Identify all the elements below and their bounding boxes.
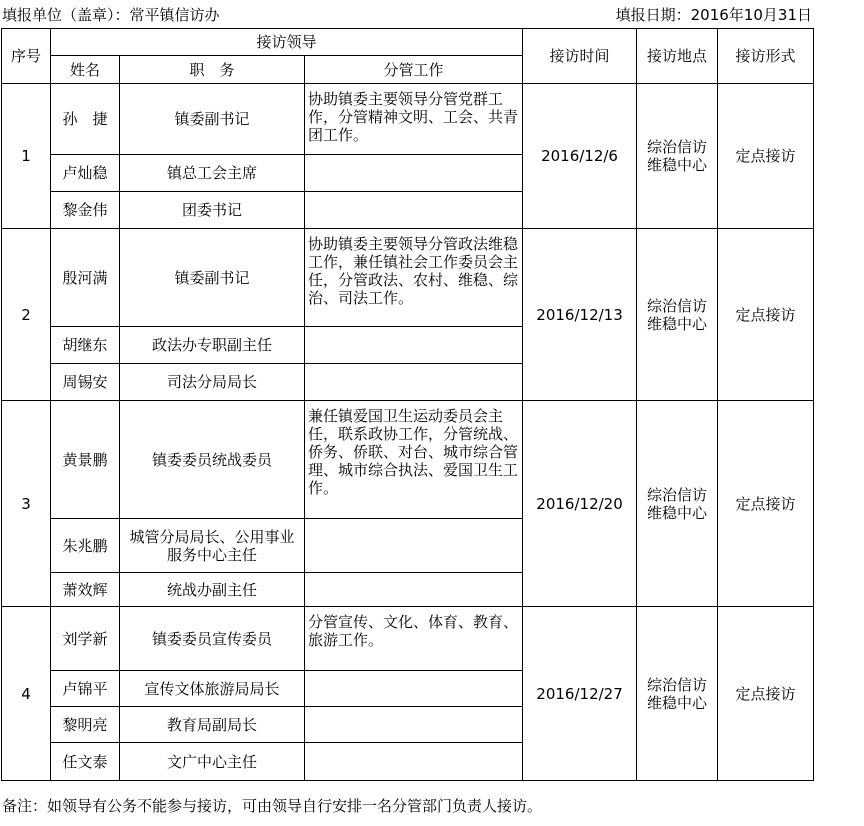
leader-position: 镇委副书记 xyxy=(120,84,305,155)
group-seq: 3 xyxy=(2,401,51,607)
leader-name: 刘学新 xyxy=(51,607,120,671)
leader-position: 宣传文体旅游局局长 xyxy=(120,671,305,707)
reception-form: 定点接访 xyxy=(718,401,814,607)
reporting-date-label: 填报日期：2016年10月31日 xyxy=(615,6,812,24)
col-header-time: 接访时间 xyxy=(523,29,637,84)
reception-time: 2016/12/13 xyxy=(523,229,637,401)
leader-work xyxy=(305,519,523,573)
reporting-unit-label: 填报单位（盖章）：常平镇信访办 xyxy=(2,6,220,24)
leader-position: 镇委副书记 xyxy=(120,229,305,327)
leader-position: 团委书记 xyxy=(120,192,305,229)
leader-name: 孙 捷 xyxy=(51,84,120,155)
leader-name: 黄景鹏 xyxy=(51,401,120,519)
reception-schedule-table xyxy=(1,28,814,781)
leader-work xyxy=(305,573,523,607)
leader-position: 镇总工会主席 xyxy=(120,155,305,192)
leader-position: 镇委委员统战委员 xyxy=(120,401,305,519)
leader-name: 黎明亮 xyxy=(51,707,120,743)
leader-position: 统战办副主任 xyxy=(120,573,305,607)
reception-form: 定点接访 xyxy=(718,229,814,401)
group-seq: 2 xyxy=(2,229,51,401)
group-seq: 4 xyxy=(2,607,51,781)
col-header-seq: 序号 xyxy=(2,29,51,84)
reception-place: 综治信访维稳中心 xyxy=(637,401,718,607)
leader-work: 分管宣传、文化、体育、教育、旅游工作。 xyxy=(305,607,523,671)
col-header-name: 姓名 xyxy=(51,56,120,84)
leader-position: 司法分局局长 xyxy=(120,364,305,401)
reception-place: 综治信访维稳中心 xyxy=(637,84,718,229)
leader-name: 萧效辉 xyxy=(51,573,120,607)
col-header-form: 接访形式 xyxy=(718,29,814,84)
leader-name: 黎金伟 xyxy=(51,192,120,229)
footer-note: 备注：如领导有公务不能参与接访，可由领导自行安排一名分管部门负责人接访。 xyxy=(2,797,543,815)
col-header-position: 职 务 xyxy=(120,56,305,84)
leader-name: 胡继东 xyxy=(51,327,120,364)
leader-work xyxy=(305,671,523,707)
leader-position: 城管分局局长、公用事业服务中心主任 xyxy=(120,519,305,573)
reception-time: 2016/12/6 xyxy=(523,84,637,229)
leader-name: 卢灿稳 xyxy=(51,155,120,192)
leader-name: 卢锦平 xyxy=(51,671,120,707)
reception-time: 2016/12/27 xyxy=(523,607,637,781)
leader-work xyxy=(305,364,523,401)
leader-work xyxy=(305,707,523,743)
leader-work: 协助镇委主要领导分管党群工作，分管精神文明、工会、共青团工作。 xyxy=(305,84,523,155)
col-header-work: 分管工作 xyxy=(305,56,523,84)
leader-work: 兼任镇爱国卫生运动委员会主任，联系政协工作，分管统战、侨务、侨联、对台、城市综合管理、城市综合执法、爱国卫生工作。 xyxy=(305,401,523,519)
leader-position: 文广中心主任 xyxy=(120,743,305,781)
reception-place: 综治信访维稳中心 xyxy=(637,607,718,781)
leader-work: 协助镇委主要领导分管政法维稳工作，兼任镇社会工作委员会主任，分管政法、农村、维稳、综治、司法工作。 xyxy=(305,229,523,327)
leader-name: 殷河满 xyxy=(51,229,120,327)
col-header-leader-group: 接访领导 xyxy=(51,29,523,56)
leader-work xyxy=(305,743,523,781)
leader-name: 朱兆鹏 xyxy=(51,519,120,573)
group-seq: 1 xyxy=(2,84,51,229)
leader-position: 教育局副局长 xyxy=(120,707,305,743)
reception-place: 综治信访维稳中心 xyxy=(637,229,718,401)
leader-position: 政法办专职副主任 xyxy=(120,327,305,364)
col-header-place: 接访地点 xyxy=(637,29,718,84)
reception-form: 定点接访 xyxy=(718,84,814,229)
leader-name: 周锡安 xyxy=(51,364,120,401)
leader-work xyxy=(305,192,523,229)
leader-work xyxy=(305,327,523,364)
leader-position: 镇委委员宣传委员 xyxy=(120,607,305,671)
reception-time: 2016/12/20 xyxy=(523,401,637,607)
leader-work xyxy=(305,155,523,192)
leader-name: 任文泰 xyxy=(51,743,120,781)
reception-form: 定点接访 xyxy=(718,607,814,781)
